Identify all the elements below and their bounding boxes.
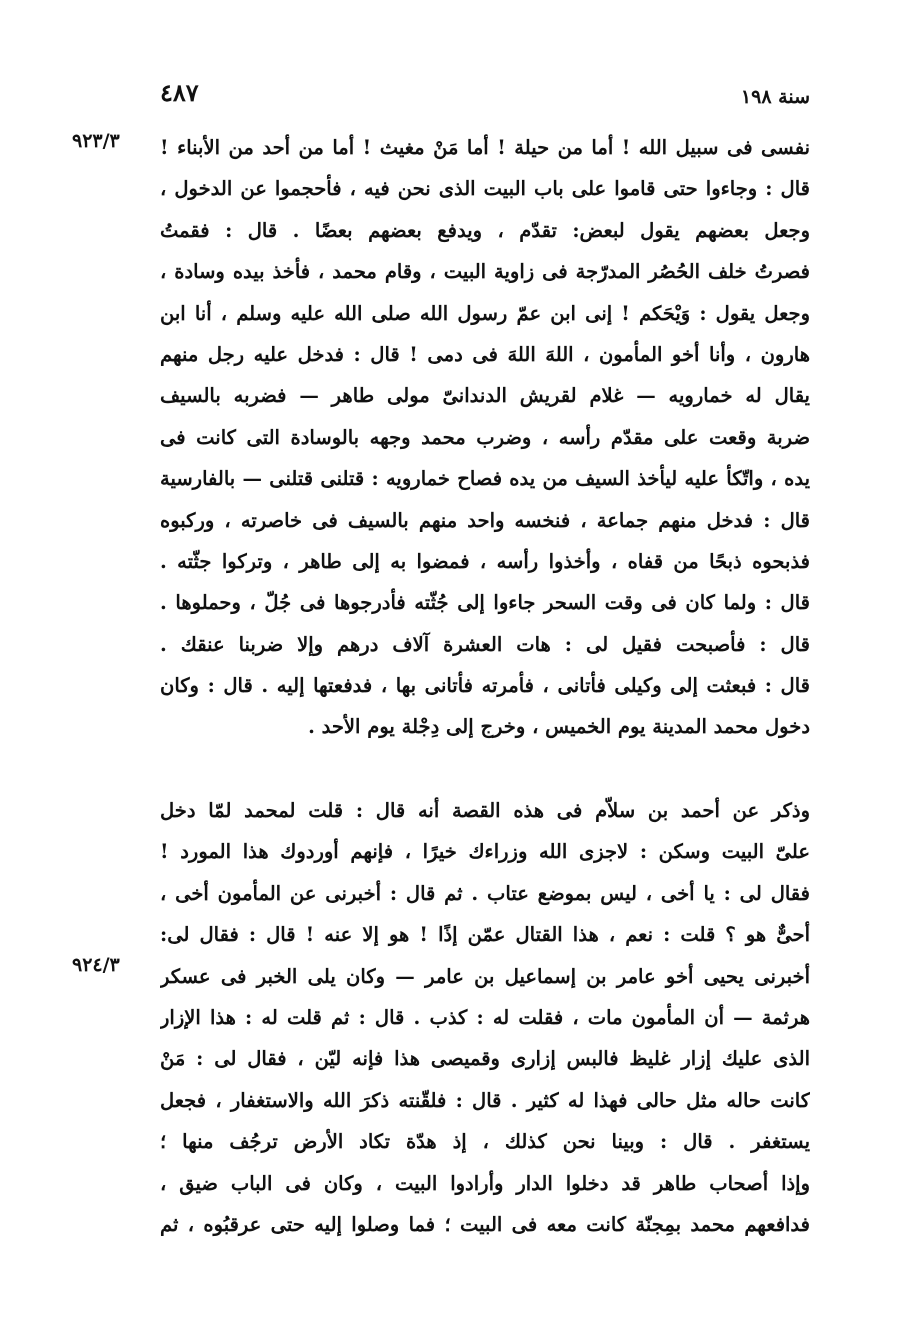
paragraph-1 xyxy=(160,127,810,748)
text-line: فصرتُ خلف الحُصُر المدرّجة فى زاوية البيت ، وقام محمد ، فأخذ بيده وسادة ، xyxy=(160,260,810,284)
paragraph-2 xyxy=(160,790,810,1245)
text-line: أخبرنى يحيى أخو عامر بن إسماعيل بن عامر — وكان يلى الخبر فى عسكر xyxy=(160,964,810,988)
text-line: قال : فأصبحت فقيل لى : هات العشرة آلاف درهم وإلا ضربنا عنقك . xyxy=(160,632,810,656)
text-line: قال : فبعثت إلى وكيلى فأتانى ، فأمرته فأتانى بها ، فدفعتها إليه . قال : وكان xyxy=(160,674,810,698)
text-line: قال : ولما كان فى وقت السحر جاءوا إلى جُثّته فأدرجوها فى جُلّ ، وحملوها . xyxy=(160,591,810,615)
page-number: ٤٨٧ xyxy=(160,78,199,107)
text-line: ضربة وقعت على مقدّم رأسه ، وضرب محمد وجهه بالوسادة التى كانت فى xyxy=(160,425,810,449)
text-line: يستغفر . قال : وبينا نحن كذلك ، إذ هدّة تكاد الأرض ترجُف منها ؛ xyxy=(160,1130,810,1154)
text-line: يده ، واتّكأ عليه ليأخذ السيف من يده فصاح خمارويه : قتلنى قتلنى — بالفارسية xyxy=(160,467,810,491)
text-line: هرثمة — أن المأمون مات ، فقلت له : كذب . قال : ثم قلت له : هذا الإزار xyxy=(160,1005,810,1029)
margin-reference: ٩٢٣/٣ xyxy=(72,130,120,152)
text-line: وإذا أصحاب طاهر قد دخلوا الدار وأرادوا البيت ، وكان فى الباب ضيق ، xyxy=(160,1171,810,1195)
margin-reference: ٩٢٤/٣ xyxy=(72,954,120,976)
text-line: دخول محمد المدينة يوم الخميس ، وخرج إلى دِجْلة يوم الأحد . xyxy=(308,715,810,739)
text-line: علىّ البيت وسكن : لاجزى الله وزراءك خيرًا ، فإنهم أوردوك هذا المورد ! xyxy=(160,840,810,864)
text-line: فقال لى : يا أخى ، ليس بموضع عتاب . ثم قال : أخبرنى عن المأمون أخى ، xyxy=(160,881,810,905)
text-line: كانت حاله مثل حالى فهذا له كثير . قال : فلقّنته ذكرَ الله والاستغفار ، فجعل xyxy=(160,1088,810,1112)
text-line: وجعل بعضهم يقول لبعض: تقدّم ، ويدفع بعضهم بعضًا . قال : فقمتُ xyxy=(160,218,810,242)
text-line: وجعل يقول : وَيْحَكم ! إنى ابن عمّ رسول الله صلى الله عليه وسلم ، أنا ابن xyxy=(160,301,810,325)
text-line: فدافعهم محمد بمِجنّة كانت معه فى البيت ؛ فما وصلوا إليه حتى عرقبُوه ، ثم xyxy=(160,1212,810,1236)
text-line: قال : وجاءوا حتى قاموا على باب البيت الذى نحن فيه ، فأحجموا عن الدخول ، xyxy=(160,177,810,201)
text-line: فذبحوه ذبحًا من قفاه ، وأخذوا رأسه ، فمضوا به إلى طاهر ، وتركوا جثّته . xyxy=(160,549,810,573)
text-line: نفسى فى سبيل الله ! أما من حيلة ! أما مَنْ مغيث ! أما من أحد من الأبناء ! xyxy=(160,136,810,159)
text-line: وذكر عن أحمد بن سلاّم فى هذه القصة أنه قال : قلت لمحمد لمّا دخل xyxy=(160,799,810,822)
text-line: يقال له خمارويه — غلام لقريش الدندانىّ مولى طاهر — فضربه بالسيف xyxy=(160,384,810,408)
text-line: قال : فدخل منهم جماعة ، فنخسه واحد منهم بالسيف فى خاصرته ، وركبوه xyxy=(160,508,810,532)
text-line: أحىٌّ هو ؟ قلت : نعم ، هذا القتال عمّن إذًا ! هو إلا عنه ! قال : فقال لى: xyxy=(160,923,810,947)
text-line: الذى عليك إزار غليظ فالبس إزارى وقميصى هذا فإنه ليّن ، فقال لى : مَنْ xyxy=(160,1047,810,1071)
page-header xyxy=(160,78,810,118)
text-line: هارون ، وأنا أخو المأمون ، اللهَ اللهَ فى دمى ! قال : فدخل عليه رجل منهم xyxy=(160,342,810,366)
running-head: سنة ١٩٨ xyxy=(740,86,810,108)
